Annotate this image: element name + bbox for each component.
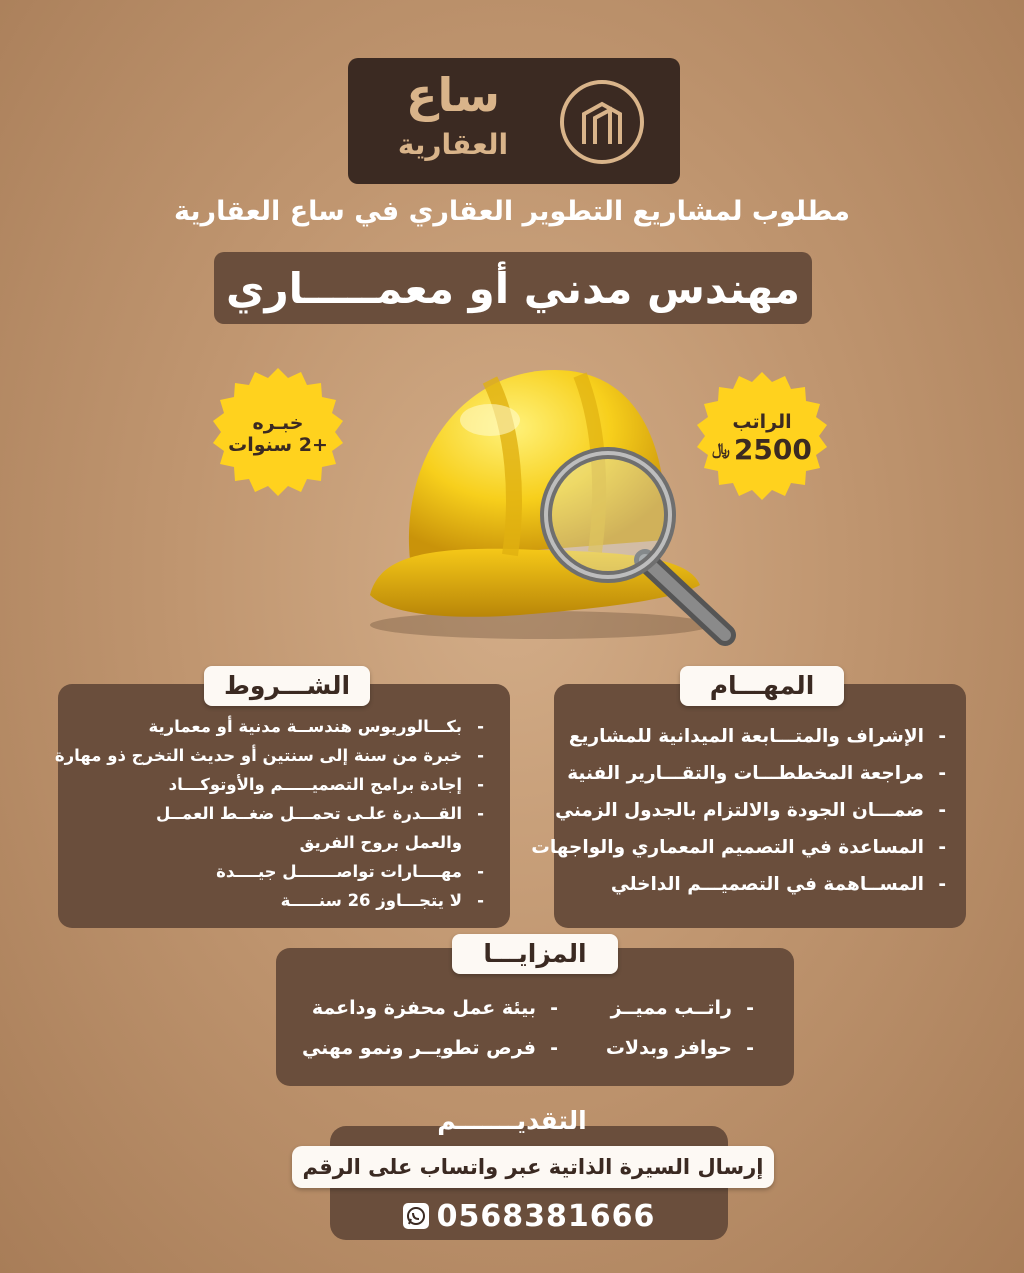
logo-box xyxy=(348,58,680,184)
list-item: - بيئة عمل محفزة وداعمة xyxy=(302,988,558,1028)
list-item: - بكـــالوريوس هندســة مدنية أو معمارية xyxy=(74,712,484,741)
benefits-list-right xyxy=(606,988,754,1068)
job-subtitle: مطلوب لمشاريع التطوير العقاري في ساع العقارية xyxy=(174,196,850,227)
list-item: - حوافز وبدلات xyxy=(606,1028,754,1068)
benefits-heading: المزايـــا xyxy=(452,934,618,974)
salary-badge xyxy=(692,368,832,508)
job-title: مهندس مدني أو معمـــــاري xyxy=(225,263,801,313)
phone-row[interactable] xyxy=(330,1196,728,1236)
tasks-list xyxy=(531,718,946,903)
phone-number[interactable]: 0568381666 xyxy=(436,1198,656,1234)
list-item: - مهــــارات تواصـــــــل جيــــدة xyxy=(74,857,484,886)
list-item: - إجادة برامج التصميـــــم والأوتوكـــاد xyxy=(74,770,484,799)
conditions-heading: الشـــروط xyxy=(204,666,370,706)
list-item: - القـــدرة علـى تحمـــل ضغــط العمــل xyxy=(74,799,484,828)
tasks-heading: المهـــام xyxy=(680,666,844,706)
tasks-panel xyxy=(531,684,966,928)
salary-amount: 2500 xyxy=(733,432,812,466)
job-title-box xyxy=(214,252,812,324)
apply-heading: التقديـــــــم xyxy=(437,1106,587,1135)
list-item: - فرص تطويــر ونمو مهني xyxy=(302,1028,558,1068)
logo-subtitle: العقارية xyxy=(397,128,509,161)
experience-label: خبـره xyxy=(252,412,304,434)
list-item: - الإشراف والمتـــابعة الميدانية للمشاريع xyxy=(566,718,946,755)
list-item: - لا يتجـــاوز 26 سنـــــة xyxy=(74,886,484,915)
list-item: - المساعدة في التصميم المعماري والواجهات xyxy=(566,829,946,866)
salary-label: الراتب xyxy=(732,410,792,433)
riyal-icon: ﷼ xyxy=(712,439,730,458)
building-logo-icon xyxy=(558,78,646,166)
logo-name: ساع xyxy=(406,68,500,122)
experience-years: +2 سنوات xyxy=(228,434,328,456)
list-item-continuation: والعمل بروح الفريق xyxy=(299,833,462,852)
list-item: - ضمـــان الجودة والالتزام بالجدول الزمني xyxy=(566,792,946,829)
conditions-list xyxy=(54,712,484,915)
experience-badge xyxy=(208,364,348,504)
list-item: - خبرة من سنة إلى سنتين أو حديث التخرج ذو مهارة xyxy=(74,741,484,770)
conditions-panel xyxy=(54,684,510,928)
benefits-list-left xyxy=(302,988,558,1068)
whatsapp-icon[interactable] xyxy=(403,1203,429,1229)
list-item: - مراجعة المخططـــات والتقـــارير الفنية xyxy=(566,755,946,792)
apply-instruction: إرسال السيرة الذاتية عبر واتساب على الرقم xyxy=(292,1146,774,1188)
list-item: - المســاهمة في التصميـــم الداخلي xyxy=(566,866,946,903)
list-item: - راتــب مميــز xyxy=(606,988,754,1028)
